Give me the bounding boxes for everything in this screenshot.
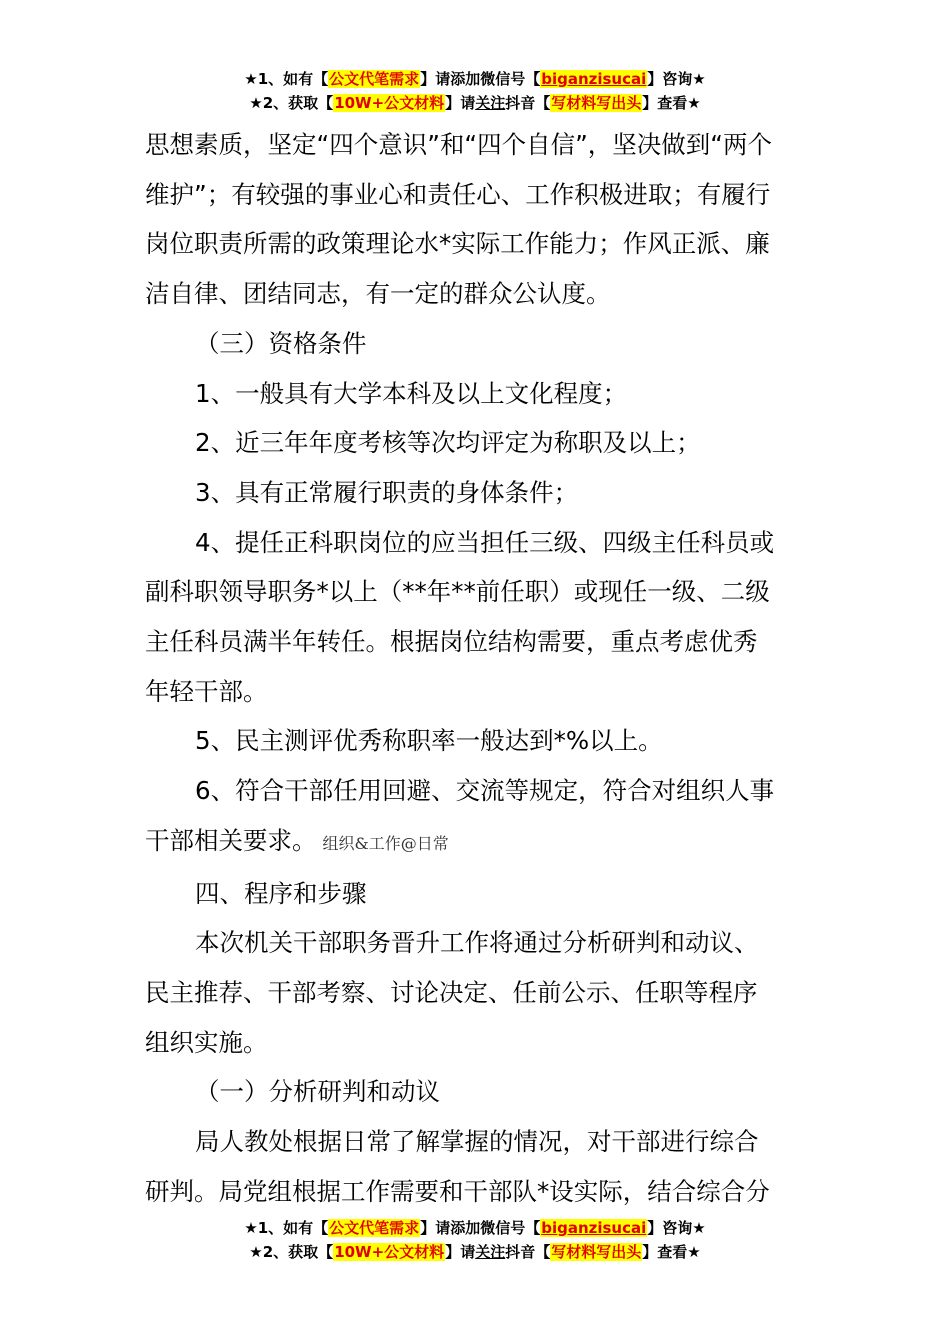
list-item: 5、民主测评优秀称职率一般达到*%以上。 <box>195 726 663 756</box>
banner-text: 】咨询★ <box>647 70 706 88</box>
banner-text: 】请 <box>445 1243 476 1261</box>
body-line: 主任科员满半年转任。根据岗位结构需要，重点考虑优秀 <box>145 627 758 657</box>
banner-text: 】请添加微信号【 <box>420 70 541 88</box>
body-line: 本次机关干部职务晋升工作将通过分析研判和动议、 <box>195 928 759 958</box>
banner-text: 】请 <box>445 94 476 112</box>
body-line: 岗位职责所需的政策理论水*实际工作能力；作风正派、廉 <box>145 229 770 259</box>
body-line: 年轻干部。 <box>145 676 268 706</box>
body-line: 副科职领导职务*以上（**年**前任职）或现任一级、二级 <box>145 577 770 607</box>
banner-highlight: 写材料写出头 <box>551 1243 642 1261</box>
body-line: 洁自律、团结同志，有一定的群众公认度。 <box>145 279 611 309</box>
banner-underlined: 关注 <box>475 1243 506 1261</box>
section-heading: （一）分析研判和动议 <box>195 1077 440 1107</box>
list-item: 4、提任正科职岗位的应当担任三级、四级主任科员或 <box>195 527 775 557</box>
banner-text: 】查看★ <box>642 1243 701 1261</box>
list-item: 6、符合干部任用回避、交流等规定，符合对组织人事 <box>195 776 775 806</box>
banner-text: 抖音【 <box>505 94 551 112</box>
banner-highlight: 写材料写出头 <box>551 94 642 112</box>
wechat-id: biganzisucai <box>541 70 647 88</box>
body-line: 研判。局党组根据工作需要和干部队*设实际，结合综合分 <box>145 1176 770 1206</box>
wechat-id: biganzisucai <box>541 1219 647 1237</box>
banner-text: ★1、如有【 <box>244 70 329 88</box>
list-item: 1、一般具有大学本科及以上文化程度； <box>195 378 628 408</box>
bottom-banner <box>0 1216 950 1264</box>
body-line: 民主推荐、干部考察、讨论决定、任前公示、任职等程序 <box>145 977 758 1007</box>
list-item: 3、具有正常履行职责的身体条件； <box>195 477 579 507</box>
banner-text: 抖音【 <box>505 1243 551 1261</box>
body-line: 干部相关要求。 <box>145 825 317 855</box>
banner-highlight: 公文代笔需求 <box>329 70 420 88</box>
body-line: 组织实施。 <box>145 1027 268 1057</box>
banner-text: ★1、如有【 <box>244 1219 329 1237</box>
body-line: 维护”；有较强的事业心和责任心、工作积极进取；有履行 <box>145 179 771 209</box>
banner-text: ★2、获取【 <box>249 94 334 112</box>
top-banner-line-2 <box>0 91 950 115</box>
document-body <box>145 120 805 1216</box>
body-line: 局人教处根据日常了解掌握的情况，对干部进行综合 <box>195 1127 759 1157</box>
section-heading: 四、程序和步骤 <box>195 878 367 908</box>
banner-highlight: 10W+公文材料 <box>334 1243 445 1261</box>
banner-text: 】请添加微信号【 <box>420 1219 541 1237</box>
list-item: 2、近三年年度考核等次均评定为称职及以上； <box>195 428 701 458</box>
section-heading: （三）资格条件 <box>195 328 367 358</box>
body-line-with-tag <box>145 816 805 869</box>
banner-text: ★2、获取【 <box>249 1243 334 1261</box>
watermark-tag: 组织&工作@日常 <box>322 833 449 853</box>
bottom-banner-line-2 <box>0 1240 950 1264</box>
banner-highlight: 10W+公文材料 <box>334 94 445 112</box>
top-banner <box>0 67 950 115</box>
body-line: 思想素质，坚定“四个意识”和“四个自信”，坚决做到“两个 <box>145 130 772 159</box>
banner-text: 】查看★ <box>642 94 701 112</box>
banner-underlined: 关注 <box>475 94 506 112</box>
bottom-banner-line-1 <box>0 1216 950 1240</box>
banner-text: 】咨询★ <box>647 1219 706 1237</box>
banner-highlight: 公文代笔需求 <box>329 1219 420 1237</box>
top-banner-line-1 <box>0 67 950 91</box>
